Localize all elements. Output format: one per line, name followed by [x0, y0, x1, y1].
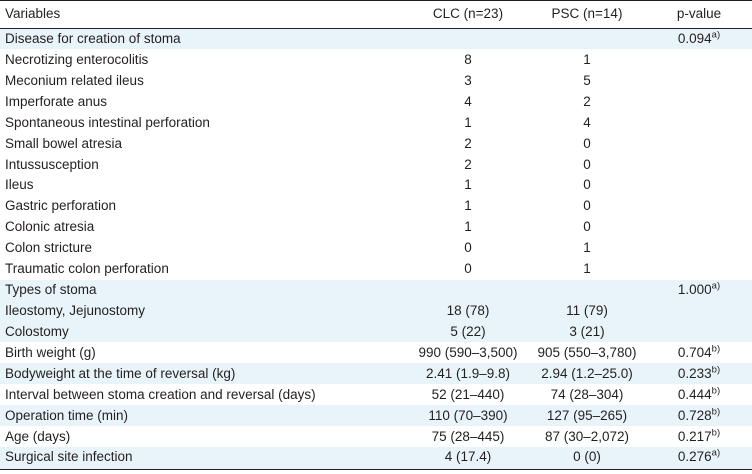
cell-pvalue: 0.704$^{b)}$ [646, 342, 752, 363]
cell-clc: 1 [408, 175, 528, 196]
table-row [0, 91, 752, 112]
cell-clc: 75 (28–445) [408, 426, 528, 447]
cell-pvalue: 0.276$^{a)}$ [646, 447, 752, 470]
table-row [0, 28, 752, 49]
cell-clc: 4 [408, 91, 528, 112]
table-row [0, 301, 752, 322]
row-label: Ileostomy, Jejunostomy [0, 301, 408, 322]
cell-clc: 1 [408, 196, 528, 217]
footnote-marker: a) [711, 280, 721, 292]
cell-clc: 2 [408, 154, 528, 175]
footnote-marker: b) [711, 364, 721, 376]
cell-clc: 990 (590–3,500) [408, 342, 528, 363]
row-label: Ileus [0, 175, 408, 196]
table-row [0, 405, 752, 426]
column-header-variables: Variables [0, 1, 408, 29]
cell-psc: 11 (79) [528, 301, 646, 322]
cell-psc: 0 [528, 133, 646, 154]
cell-psc: 1 [528, 259, 646, 280]
row-label: Imperforate anus [0, 91, 408, 112]
table-row [0, 154, 752, 175]
cell-clc: 18 (78) [408, 301, 528, 322]
table-row [0, 447, 752, 470]
cell-pvalue [646, 259, 752, 280]
table-row [0, 426, 752, 447]
table-row [0, 321, 752, 342]
table-row [0, 384, 752, 405]
row-label: Meconium related ileus [0, 70, 408, 91]
table-row [0, 238, 752, 259]
column-header-clc: CLC (n=23) [408, 1, 528, 29]
row-label: Gastric perforation [0, 196, 408, 217]
row-label: Surgical site infection [0, 447, 408, 470]
table-row [0, 363, 752, 384]
footnote-marker: a) [711, 29, 721, 41]
table-header [0, 1, 752, 29]
row-label: Small bowel atresia [0, 133, 408, 154]
cell-pvalue: 0.217$^{b)}$ [646, 426, 752, 447]
table-row [0, 217, 752, 238]
cell-psc: 127 (95–265) [528, 405, 646, 426]
cell-clc: 2 [408, 133, 528, 154]
cell-pvalue [646, 321, 752, 342]
cell-clc [408, 280, 528, 301]
cell-clc: 3 [408, 70, 528, 91]
row-label: Traumatic colon perforation [0, 259, 408, 280]
cell-pvalue: 0.094$^{a)}$ [646, 28, 752, 49]
row-label: Colostomy [0, 321, 408, 342]
cell-psc: 1 [528, 238, 646, 259]
cell-clc: 0 [408, 259, 528, 280]
row-label: Necrotizing enterocolitis [0, 49, 408, 70]
cell-clc: 1 [408, 112, 528, 133]
cell-psc: 74 (28–304) [528, 384, 646, 405]
cell-clc: 8 [408, 49, 528, 70]
row-label: Bodyweight at the time of reversal (kg) [0, 363, 408, 384]
cell-psc: 1 [528, 49, 646, 70]
cell-pvalue [646, 217, 752, 238]
cell-clc: 52 (21–440) [408, 384, 528, 405]
cell-pvalue: 0.444$^{b)}$ [646, 384, 752, 405]
cell-pvalue [646, 49, 752, 70]
cell-psc: 0 [528, 154, 646, 175]
cell-psc: 4 [528, 112, 646, 133]
cell-psc: 2 [528, 91, 646, 112]
cell-clc [408, 28, 528, 49]
table-body [0, 28, 752, 470]
cell-psc: 2.94 (1.2–25.0) [528, 363, 646, 384]
table-row [0, 133, 752, 154]
cell-pvalue [646, 301, 752, 322]
row-label: Spontaneous intestinal perforation [0, 112, 408, 133]
column-header-psc: PSC (n=14) [528, 1, 646, 29]
cell-psc: 5 [528, 70, 646, 91]
cell-psc [528, 28, 646, 49]
cell-psc: 0 [528, 196, 646, 217]
cell-psc: 3 (21) [528, 321, 646, 342]
footnote-marker: b) [711, 406, 721, 418]
row-label: Intussusception [0, 154, 408, 175]
column-header-pvalue: p-value [646, 1, 752, 29]
table-row [0, 112, 752, 133]
row-label: Age (days) [0, 426, 408, 447]
table-row [0, 70, 752, 91]
cell-pvalue [646, 154, 752, 175]
cell-pvalue [646, 91, 752, 112]
cell-pvalue [646, 175, 752, 196]
cell-pvalue [646, 133, 752, 154]
cell-pvalue [646, 70, 752, 91]
cell-psc: 0 (0) [528, 447, 646, 470]
row-label: Birth weight (g) [0, 342, 408, 363]
cell-clc: 110 (70–390) [408, 405, 528, 426]
table-header-row [0, 1, 752, 29]
footnote-marker: a) [711, 447, 721, 459]
footnote-marker: b) [711, 427, 721, 439]
cell-clc: 4 (17.4) [408, 447, 528, 470]
footnote-marker: b) [711, 343, 721, 355]
cell-pvalue: 0.728$^{b)}$ [646, 405, 752, 426]
row-label: Colonic atresia [0, 217, 408, 238]
table-row [0, 49, 752, 70]
cell-psc: 0 [528, 217, 646, 238]
row-label: Types of stoma [0, 280, 408, 301]
cell-clc: 0 [408, 238, 528, 259]
cell-pvalue [646, 196, 752, 217]
cell-pvalue [646, 238, 752, 259]
cell-psc: 0 [528, 175, 646, 196]
footnote-marker: b) [711, 385, 721, 397]
cell-psc [528, 280, 646, 301]
cell-clc: 5 (22) [408, 321, 528, 342]
cell-psc: 905 (550–3,780) [528, 342, 646, 363]
cell-psc: 87 (30–2,072) [528, 426, 646, 447]
cell-pvalue: 0.233$^{b)}$ [646, 363, 752, 384]
row-label: Disease for creation of stoma [0, 28, 408, 49]
cell-pvalue: 1.000$^{a)}$ [646, 280, 752, 301]
table-row [0, 196, 752, 217]
cell-pvalue [646, 112, 752, 133]
cell-clc: 2.41 (1.9–9.8) [408, 363, 528, 384]
table-row [0, 259, 752, 280]
row-label: Operation time (min) [0, 405, 408, 426]
table-row [0, 175, 752, 196]
table-row [0, 342, 752, 363]
row-label: Interval between stoma creation and reversal (days) [0, 384, 408, 405]
cell-clc: 1 [408, 217, 528, 238]
row-label: Colon stricture [0, 238, 408, 259]
table-row [0, 280, 752, 301]
